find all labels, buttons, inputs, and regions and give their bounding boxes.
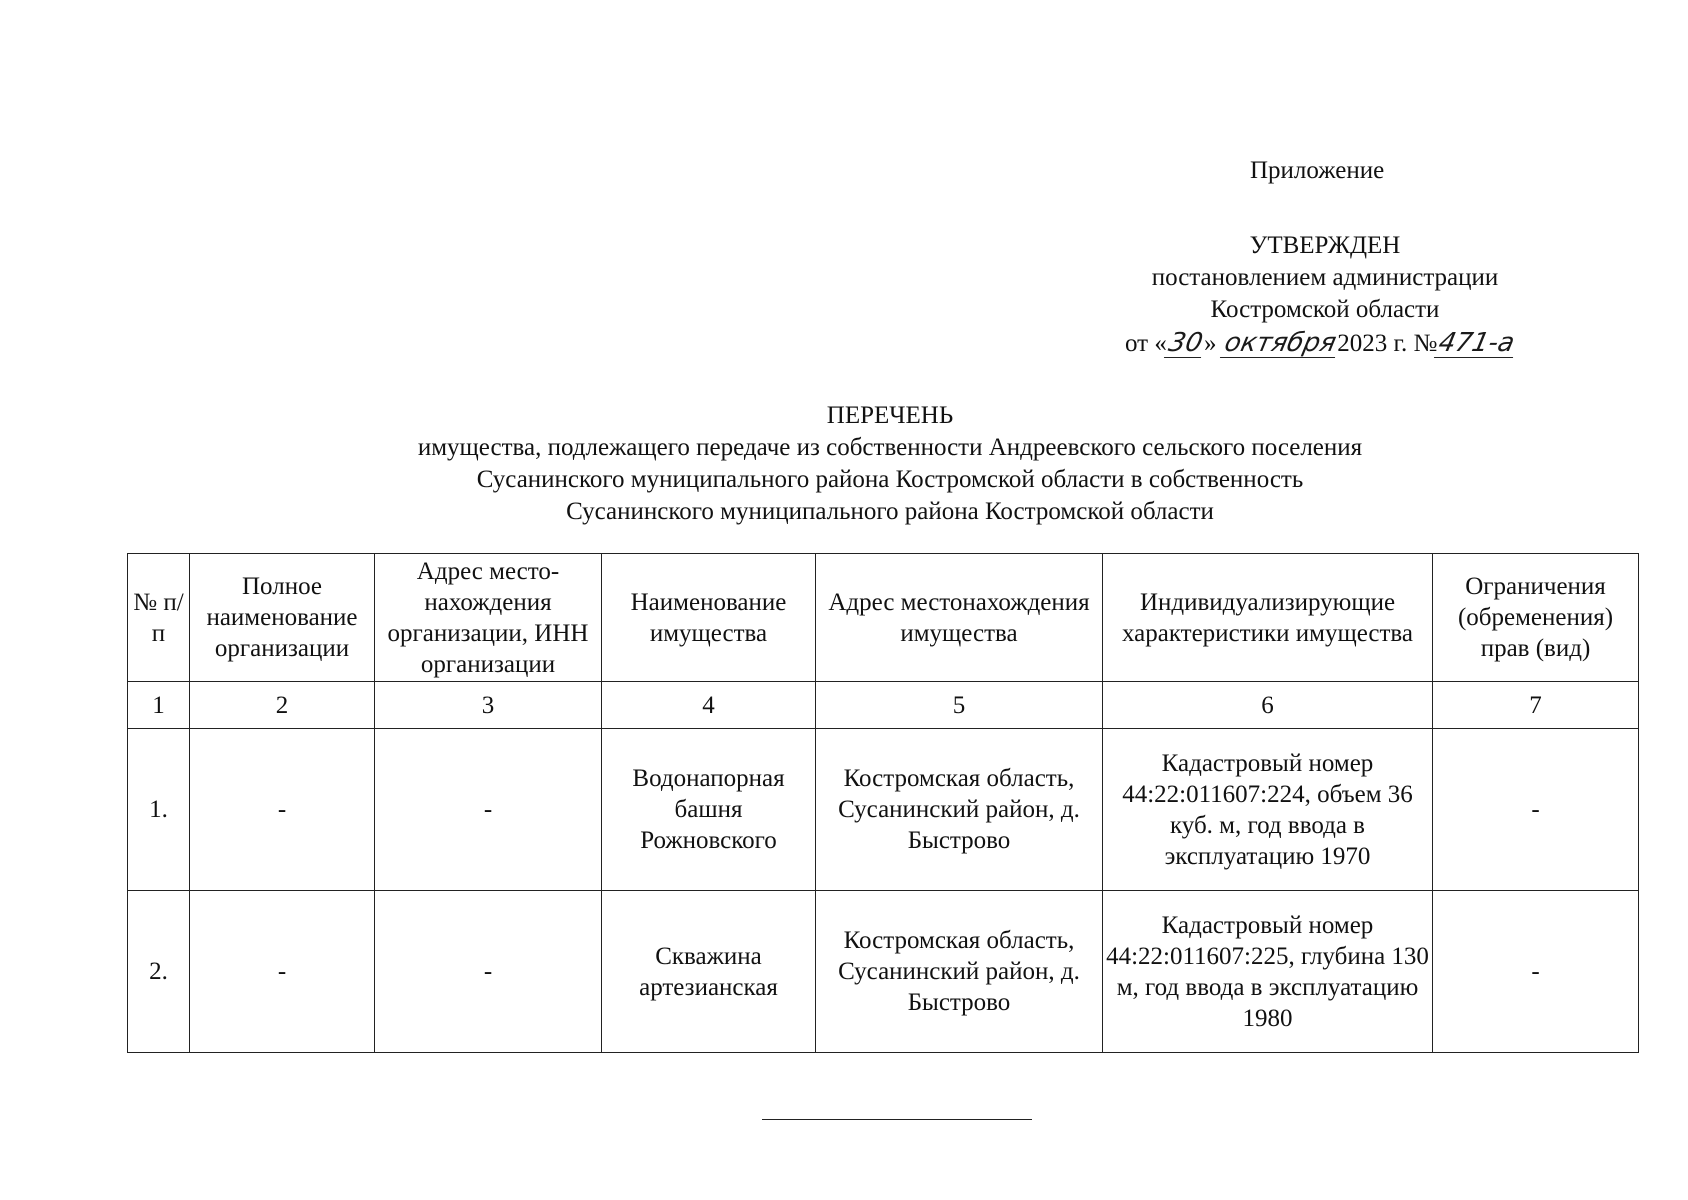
handwritten-day: 30 [1165, 328, 1206, 358]
handwritten-month: октября [1221, 328, 1339, 358]
title-heading: ПЕРЕЧЕНЬ [826, 402, 954, 429]
row-num: 2. [128, 891, 190, 1053]
column-number: 5 [816, 682, 1103, 729]
header-restrictions: Ограничения (обременения) прав (вид) [1433, 554, 1639, 682]
column-number: 7 [1433, 682, 1639, 729]
row-property-name: Скважина артезианская [602, 891, 816, 1053]
column-number: 6 [1103, 682, 1433, 729]
title-line1: имущества, подлежащего передаче из собственности Андреевского сельского поселения [417, 434, 1363, 461]
document-title [200, 400, 1580, 528]
header-characteristics: Индивидуализирующие характеристики имущества [1103, 554, 1433, 682]
header-org-name: Полное наименование организации [190, 554, 375, 682]
approved-label: УТВЕРЖДЕН [1249, 232, 1401, 259]
row-restrictions: - [1433, 891, 1639, 1053]
header-property-address: Адрес местонахождения имущества [816, 554, 1103, 682]
table-header-row [128, 554, 1639, 682]
row-property-address: Костромская область, Сусанинский район, д. Быстрово [816, 729, 1103, 891]
row-org-name: - [190, 729, 375, 891]
header-property-name: Наименование имущества [602, 554, 816, 682]
title-line2: Сусанинского муниципального района Костромской области в собственность [476, 466, 1304, 493]
title-line3: Сусанинского муниципального района Костромской области [566, 498, 1214, 525]
date-year: 2023 г. № [1337, 330, 1438, 357]
column-number: 2 [190, 682, 375, 729]
column-number: 4 [602, 682, 816, 729]
row-property-address: Костромская область, Сусанинский район, д. Быстрово [816, 891, 1103, 1053]
row-org-address: - [375, 729, 602, 891]
row-characteristics: Кадастровый номер 44:22:011607:225, глубина 130 м, год ввода в эксплуатацию 1980 [1103, 891, 1433, 1053]
column-number-row [128, 682, 1639, 729]
approval-date-line [1125, 327, 1516, 361]
handwritten-doc-number: 471-а [1436, 328, 1518, 358]
header-org-address: Адрес место-нахождения организации, ИНН организации [375, 554, 602, 682]
row-org-name: - [190, 891, 375, 1053]
row-property-name: Водонапорная башня Рожновского [602, 729, 816, 891]
footer-divider [762, 1119, 1032, 1120]
column-number: 1 [128, 682, 190, 729]
row-characteristics: Кадастровый номер 44:22:011607:224, объем 36 куб. м, год ввода в эксплуатацию 1970 [1103, 729, 1433, 891]
column-number: 3 [375, 682, 602, 729]
row-org-address: - [375, 891, 602, 1053]
header-num: № п/п [128, 554, 190, 682]
date-mid: » [1203, 330, 1217, 357]
approved-by-line2: Костромской области [1210, 296, 1440, 323]
row-restrictions: - [1433, 729, 1639, 891]
table-row [128, 729, 1639, 891]
row-num: 1. [128, 729, 190, 891]
property-table [127, 553, 1639, 1053]
date-prefix: от « [1125, 330, 1167, 357]
table-row [128, 891, 1639, 1053]
annex-label: Приложение [1250, 157, 1385, 184]
approved-by-line1: постановлением администрации [1151, 264, 1499, 291]
